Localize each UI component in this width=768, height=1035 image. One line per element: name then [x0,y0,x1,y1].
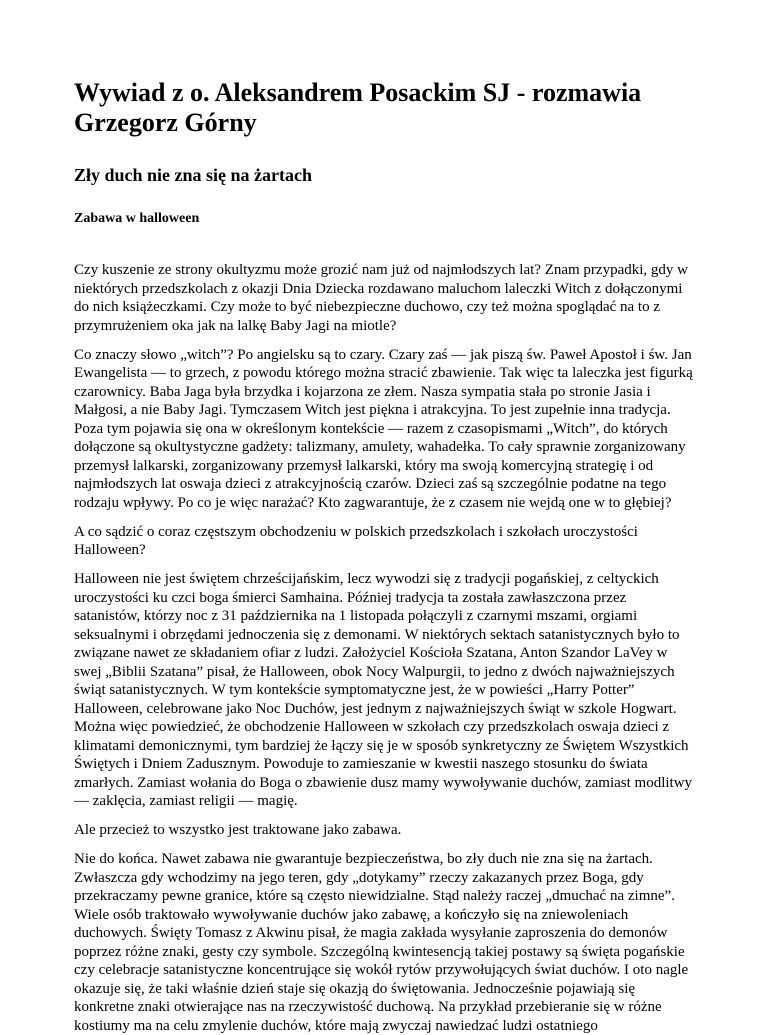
paragraph-answer-3: Nie do końca. Nawet zabawa nie gwarantuje bezpieczeństwa, bo zły duch nie zna się na żartach. Zwłaszcza gdy wchodzimy na jego teren, gdy „dotykamy” rzeczy zakazanych przez Boga, gdy przekraczamy pewne granice, które są często niewidzialne. Stąd należy raczej „dmuchać na zimne”. Wiele osób traktowało wywoływanie duchów jako zabawę, a kończyło się na zniewoleniach duchowych. Święty Tomasz z Akwinu pisał, że magia zakłada wysyłanie zaproszenia do demonów poprzez różne znaki, gesty czy symbole. Szczególną kwintesencją takiej postawy są święta pogańskie czy celebracje satanistyczne koncentrujące się wokół rytów przywołujących świat duchów. I oto nagle okazuje się, że taki właśnie dzień staje się okazją do świętowania. Jednocześnie pojawiają się konkretne znaki otwierające nas na rzeczywistość duchową. Na przykład przebieranie się w różne kostiumy ma na celu zmylenie duchów, które mają zwyczaj nawiedzać ludzi ostatniego [74,851,689,1034]
paragraph-question-2: A co sądzić o coraz częstszym obchodzeniu w polskich przedszkolach i szkołach uroczystości Halloween? [74,523,638,558]
paragraph-answer-2: Halloween nie jest świętem chrześcijańskim, lecz wywodzi się z tradycji pogańskiej, z celtyckich uroczystości ku czci boga śmierci Samhaina. Później tradycja ta została zawłaszczona przez satanistów, którzy noc z 31 października na 1 listopada połączyli z czarnymi mszami, orgiami seksualnymi i obrzędami jednoczenia się z demonami. W niektórych sektach satanistycznych było to związane nawet ze składaniem ofiar z ludzi. Założyciel Kościoła Szatana, Anton Szandor LaVey w swej „Biblii Szatana” pisał, że Halloween, obok Nocy Walpurgii, to jedno z dwóch najważniejszych świąt satanistycznych. W tym kontekście symptomatyczne jest, że w powieści „Harry Potter” Halloween, celebrowane jako Noc Duchów, jest jednym z najważniejszych świąt w szkole Hogwart. Można więc powiedzieć, że obchodzenie Halloween w szkołach czy przedszkolach oswaja dzieci z klimatami demonicznymi, tym bardziej że łączy się je w sposób synkretyczny ze Świętem Wszystkich Świętych i Dniem Zadusznym. Powoduje to zamieszanie w kwestii naszego stosunku do świata zmarłych. Zamiast wołania do Boga o zbawienie dusz mamy wywoływanie duchów, zamiast modlitwy — zaklęcia, zamiast religii — magię. [74,571,693,809]
paragraph-question-3: Ale przecież to wszystko jest traktowane jako zabawa. [74,822,402,838]
paragraph-question-1: Czy kuszenie ze strony okultyzmu może grozić nam już od najmłodszych lat? Znam przypadki, gdy w niektórych przedszkolach z okazji Dnia Dziecka rozdawano maluchom laleczki Witch z dołączonymi do nich książeczkami. Czy może to być niebezpieczne duchowo, czy też można spoglądać na to z przymrużeniem oka jak na lalkę Baby Jagi na miotle? [74,262,688,334]
document-subtitle: Zły duch nie zna się na żartach [74,165,313,185]
paragraph-answer-1: Co znaczy słowo „witch”? Po angielsku są to czary. Czary zaś — jak piszą św. Paweł Apostoł i św. Jan Ewangelista — to grzech, z powodu którego można stracić zbawienie. Tak więc ta laleczka jest figurką czarownicy. Baba Jaga była brzydka i kojarzona ze złem. Nasza sympatia stała po stronie Jasia i Małgosi, a nie Baby Jagi. Tymczasem Witch jest piękna i atrakcyjna. To jest zupełnie inna tradycja. Poza tym pojawia się ona w określonym kontekście — razem z czasopismami „Witch”, do których dołączone są okultystyczne gadżety: talizmany, amulety, wahadełka. To cały sprawnie zorganizowany przemysł lalkarski, zorganizowany przemysł lalkarski, który ma swoją komercyjną strategię i od najmłodszych lat oswaja dzieci z atrakcyjnością czarów. Dzieci zaś są szczególnie podatne na tego rodzaju wpływy. Po co je więc narażać? Kto zagwarantuje, że z czasem nie wejdą one w to głębiej? [74,346,693,511]
section-heading: Zabawa w halloween [74,211,200,226]
document-title: Wywiad z o. Aleksandrem Posackim SJ - rozmawia Grzegorz Górny [74,78,642,137]
